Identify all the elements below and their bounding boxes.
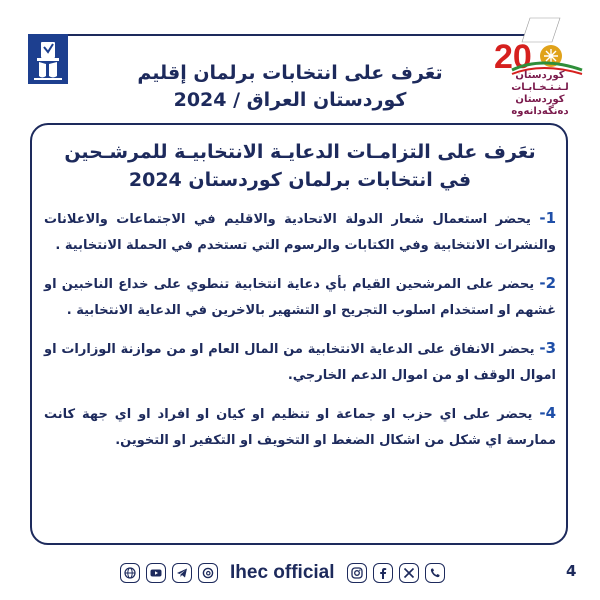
card-title: تعَرف على التزامـات الدعايـة الانتخابيـة للمرشـحين في انتخابات برلمان كوردستان 2024 xyxy=(64,141,536,191)
event-logo-line1: كوردستان لـنـتـخـابـات xyxy=(511,70,569,93)
event-logo-caption xyxy=(490,70,590,118)
page-title: تعَرف على انتخابات برلمان إقليم كوردستان العراق / 2024 xyxy=(137,62,443,111)
item-number: 1- xyxy=(539,209,556,227)
social-footer xyxy=(120,561,445,585)
ihec-logo xyxy=(28,34,68,84)
item-number: 3- xyxy=(539,339,556,357)
youtube-icon[interactable] xyxy=(146,563,166,583)
globe-icon[interactable] xyxy=(120,563,140,583)
item-text: يحضر استعمال شعار الدولة الاتحادية والاقليم في الاجتماعات والاعلانات والنشرات الانتخابية وفي الكتابات والرسوم التي تستخدم في الحملة الانتخابية . xyxy=(44,212,556,253)
account-handle[interactable]: Ihec official xyxy=(230,562,335,583)
item-text: يحضر على اي حزب او جماعة او تنظيم او كيان او افراد او اي جهة كانت ممارسة اي شكل من اشكال الضغط او التخويف او التكفير او التخوين. xyxy=(44,407,556,448)
threads-icon[interactable] xyxy=(198,563,218,583)
list-item xyxy=(44,270,556,324)
event-logo-line2: كوردستان دەنگەدانەوە xyxy=(511,94,569,117)
top-divider xyxy=(68,34,528,36)
item-number: 4- xyxy=(539,404,556,422)
telegram-icon[interactable] xyxy=(172,563,192,583)
page-number: 4 xyxy=(566,562,577,580)
facebook-icon[interactable] xyxy=(373,563,393,583)
list-item xyxy=(44,205,556,259)
item-text: يحضر الانفاق على الدعاية الانتخابية من المال العام او من موازنة الوزارات او اموال الوقف او من اموال الدعم الخارجي. xyxy=(44,342,556,383)
item-number: 2- xyxy=(539,274,556,292)
obligations-list xyxy=(44,205,556,465)
list-item xyxy=(44,335,556,389)
item-text: يحضر على المرشحين القيام بأي دعاية انتخابية تنطوي على خداع الناخبين او غشهم او استخدام اسلوب التجريح او التشهير بالاخرين في الدعاية الانتخابية . xyxy=(44,277,556,318)
event-year: 20 xyxy=(494,38,532,76)
viber-icon[interactable] xyxy=(425,563,445,583)
instagram-icon[interactable] xyxy=(347,563,367,583)
x-icon[interactable] xyxy=(399,563,419,583)
ballot-box-icon xyxy=(28,34,68,84)
list-item xyxy=(44,400,556,454)
